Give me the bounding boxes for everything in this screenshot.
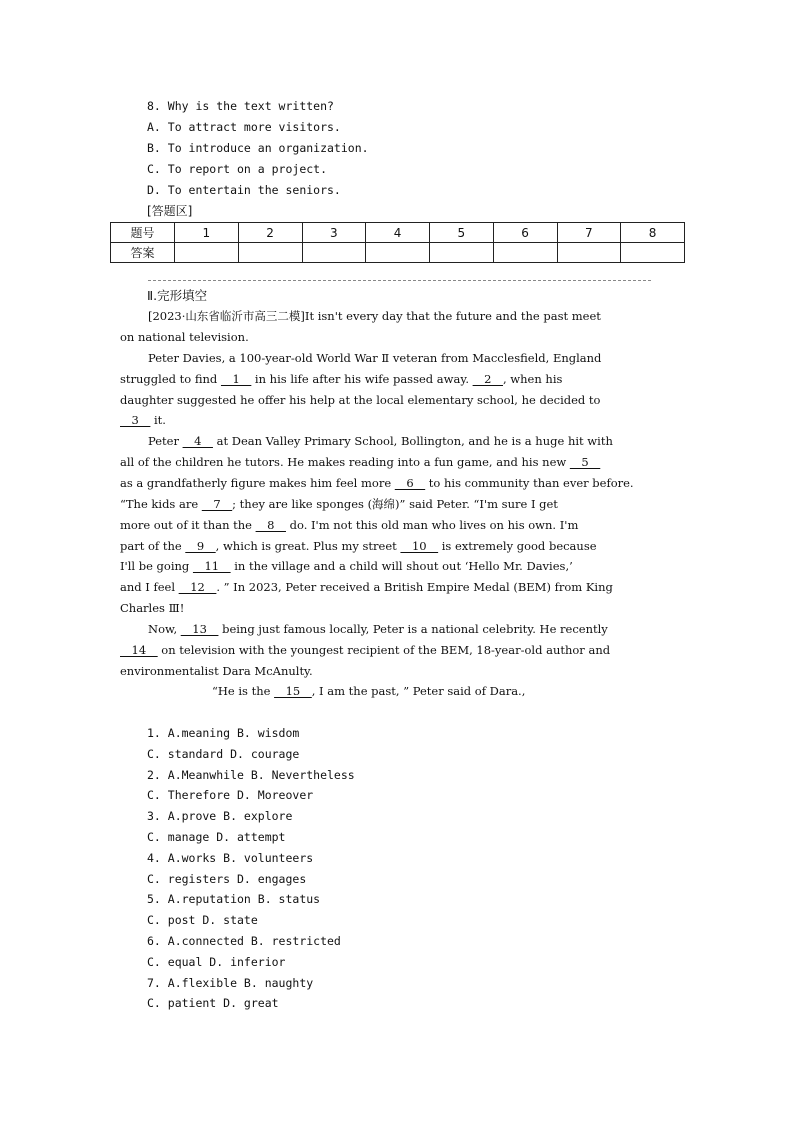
question-number-cell: 3 (302, 223, 366, 243)
blank: __14__ (120, 643, 158, 657)
blank: __6__ (394, 476, 426, 490)
passage-text: on national television. (120, 330, 249, 344)
blank: __11__ (192, 559, 231, 573)
passage-line (212, 686, 525, 698)
answer-cell[interactable] (175, 243, 239, 263)
passage-line (120, 603, 184, 615)
blank: __1__ (220, 372, 252, 386)
blank: __4__ (182, 434, 213, 448)
question-8-option-d: D. To entertain the seniors. (147, 183, 341, 197)
passage-text: , which is great. Plus my street (215, 539, 401, 553)
passage-text: , when his (502, 372, 563, 386)
passage-text: as a grandfatherly figure makes him feel more (120, 476, 395, 490)
passage-line (120, 332, 249, 344)
passage-text: ; they are like sponges (海绵)” said Peter. “I'm sure I get (232, 497, 558, 511)
passage-text: environmentalist Dara McAnulty. (120, 664, 313, 678)
passage-line (120, 561, 573, 573)
blank: __13__ (180, 622, 219, 636)
passage-line (120, 666, 313, 678)
passage-text: , I am the past, ” Peter said of Dara., (311, 684, 526, 698)
passage-text: more out of it than the (120, 518, 256, 532)
blank: __12__ (178, 580, 217, 594)
answer-cell[interactable] (557, 243, 621, 263)
answer-area-label: [答题区] (147, 204, 193, 218)
passage-text: . ” In 2023, Peter received a British Empire Medal (BEM) from King (216, 580, 613, 594)
question-8-option-c: C. To report on a project. (147, 162, 328, 176)
passage-text: and I feel (120, 580, 179, 594)
passage-line (120, 499, 558, 511)
passage-line (120, 541, 597, 553)
option-line: C. post D. state (147, 913, 258, 927)
cloze-passage (120, 311, 675, 711)
option-line: 4. A.works B. volunteers (147, 851, 314, 865)
answer-cell[interactable] (302, 243, 366, 263)
option-line: 3. A.prove B. explore (147, 809, 293, 823)
question-8-stem: 8. Why is the text written? (147, 99, 334, 113)
passage-text: at Dean Valley Primary School, Bollington, and he is a huge hit with (212, 434, 613, 448)
passage-text: being just famous locally, Peter is a national celebrity. He recently (218, 622, 608, 636)
passage-text: to his community than ever before. (425, 476, 634, 490)
passage-text: “He is the (212, 684, 275, 698)
answer-cell[interactable] (238, 243, 302, 263)
passage-source: [2023·山东省临沂市高三二模] (148, 309, 305, 323)
blank: __10__ (400, 539, 439, 553)
passage-text: Now, (148, 622, 181, 636)
answer-table (110, 222, 685, 263)
passage-text: do. I'm not this old man who lives on his own. I'm (285, 518, 579, 532)
table-row-label: 题号 (111, 223, 175, 243)
question-number-cell: 7 (557, 223, 621, 243)
option-line: 6. A.connected B. restricted (147, 934, 341, 948)
option-line: C. Therefore D. Moreover (147, 788, 314, 802)
question-number-cell: 4 (366, 223, 430, 243)
question-number-cell: 5 (430, 223, 494, 243)
answer-cell[interactable] (430, 243, 494, 263)
passage-text: all of the children he tutors. He makes reading into a fun game, and his new (120, 455, 570, 469)
passage-text: daughter suggested he offer his help at the local elementary school, he decided to (120, 393, 601, 407)
passage-text: Peter (148, 434, 183, 448)
passage-text: is extremely good because (438, 539, 597, 553)
passage-line (120, 415, 166, 427)
question-number-cell: 8 (621, 223, 685, 243)
answer-cell[interactable] (493, 243, 557, 263)
passage-line (120, 520, 578, 532)
passage-text: it. (150, 413, 166, 427)
blank: __2__ (472, 372, 503, 386)
passage-text: part of the (120, 539, 186, 553)
passage-text: in his life after his wife passed away. (251, 372, 473, 386)
blank: __8__ (255, 518, 286, 532)
section-title: Ⅱ.完形填空 (147, 288, 208, 303)
option-line: 7. A.flexible B. naughty (147, 976, 314, 990)
section-divider (148, 280, 651, 281)
answer-table-header-row (111, 223, 685, 243)
passage-text: “The kids are (120, 497, 202, 511)
passage-text: in the village and a child will shout out ‘Hello Mr. Davies,’ (230, 559, 573, 573)
passage-line (120, 645, 610, 657)
passage-line (120, 457, 600, 469)
passage-line (120, 395, 600, 407)
passage-text: Charles Ⅲ! (120, 601, 185, 615)
passage-line (148, 311, 601, 323)
passage-line (148, 353, 601, 365)
option-line: C. registers D. engages (147, 872, 307, 886)
option-line: 2. A.Meanwhile B. Nevertheless (147, 768, 355, 782)
blank: __9__ (185, 539, 216, 553)
passage-line (148, 436, 613, 448)
blank: __7__ (201, 497, 233, 511)
answer-cell[interactable] (366, 243, 430, 263)
answer-cell[interactable] (621, 243, 685, 263)
question-number-cell: 6 (493, 223, 557, 243)
passage-line (120, 374, 562, 386)
option-line: C. patient D. great (147, 996, 279, 1010)
question-number-cell: 1 (175, 223, 239, 243)
blank: __5__ (569, 455, 601, 469)
passage-line (148, 624, 608, 636)
question-number-cell: 2 (238, 223, 302, 243)
blank: __3__ (120, 413, 151, 427)
option-line: C. standard D. courage (147, 747, 300, 761)
passage-text: I'll be going (120, 559, 193, 573)
option-line: 1. A.meaning B. wisdom (147, 726, 300, 740)
answer-table-answer-row (111, 243, 685, 263)
passage-line (120, 582, 613, 594)
question-8-option-b: B. To introduce an organization. (147, 141, 369, 155)
option-line: 5. A.reputation B. status (147, 892, 321, 906)
option-line: C. equal D. inferior (147, 955, 286, 969)
passage-text: It isn't every day that the future and the past meet (304, 309, 601, 323)
passage-line (120, 478, 634, 490)
passage-text: Peter Davies, a 100-year-old World War Ⅱ veteran from Macclesfield, England (148, 351, 602, 365)
option-line: C. manage D. attempt (147, 830, 286, 844)
question-8-option-a: A. To attract more visitors. (147, 120, 341, 134)
passage-text: on television with the youngest recipient of the BEM, 18-year-old author and (157, 643, 611, 657)
table-row-label: 答案 (111, 243, 175, 263)
blank: __15__ (274, 684, 312, 698)
passage-text: struggled to find (120, 372, 221, 386)
